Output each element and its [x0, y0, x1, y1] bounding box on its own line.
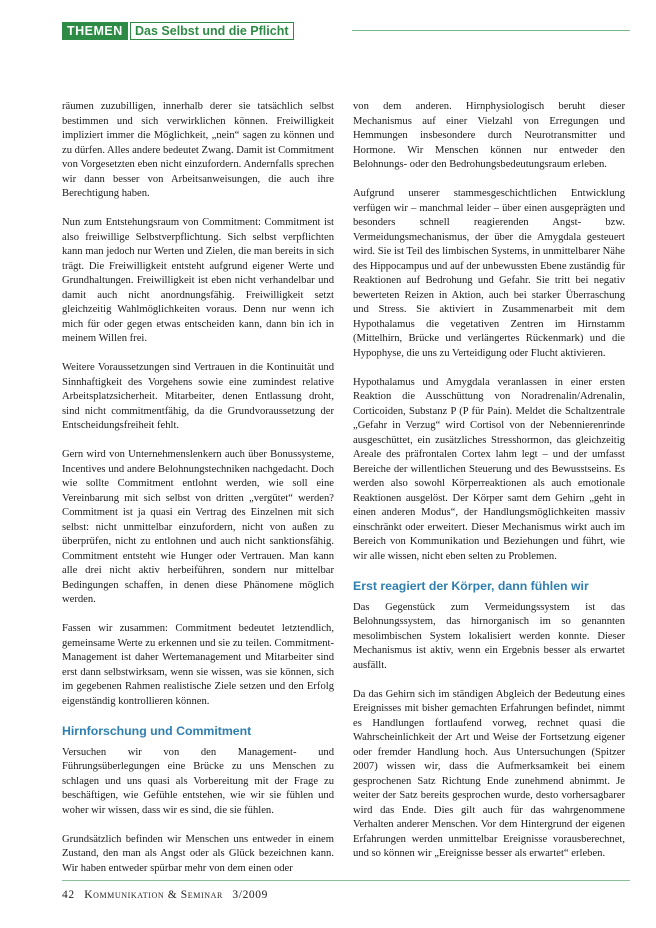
publication-name: Kommunikation & Seminar — [84, 889, 223, 901]
right-column — [353, 100, 625, 876]
section-heading: Erst reagiert der Körper, dann fühlen wir — [353, 578, 589, 593]
paragraph: Grundsätzlich befinden wir Menschen uns entweder in einem Zustand, den man als Angst oder als Glück bezeichnen kann. Wir haben entweder spürbar mehr von dem einen oder — [62, 833, 334, 874]
page-number: 42 — [62, 889, 75, 901]
paragraph: Nun zum Entstehungsraum von Commitment: Commitment ist also freiwillige Selbstverpflichtung. Sich selbst verpflichten kann man jedoch nur Werten und Zielen, die man bereits in sich trägt. Die Freiwilligkeit entsteht aufgrund eigener Werte und Grundhaltungen. Freiwilligkeit ist eben nicht verhandelbar und damit auch nicht anordnungsfähig. Freiwilligkeit setzt gleichzeitig Wahlmöglichkeiten voraus. Denn nur wenn ich mich für oder gegen etwas entscheiden kann, dann bin ich in meinem Willen frei. — [62, 217, 334, 344]
footer-rule — [62, 880, 630, 881]
paragraph: von dem anderen. Hirnphysiologisch beruht dieser Mechanismus auf einer Vielzahl von Erregungen und Hemmungen insbesondere durch Neurotransmitter und Hormone. Wir Menschen können nur entweder den Belohnungs- oder den Bedrohungsbedeutungsraum erleben. — [353, 101, 625, 170]
issue-number: 3/2009 — [232, 889, 268, 901]
section-tag: THEMEN — [62, 22, 128, 40]
page-header — [62, 22, 630, 40]
article-title: Das Selbst und die Pflicht — [130, 22, 294, 40]
header-rule — [352, 30, 630, 31]
paragraph: Weitere Voraussetzungen sind Vertrauen in die Kontinuität und Sinnhaftigkeit des Vorgehens sowie eine zumindest relative Arbeitsplatzsicherheit. Mitarbeiter, denen Entlassung droht, sind nicht commitmentfähig, da die Grundvoraussetzung der Entscheidungsfreiheit fehlt. — [62, 362, 334, 431]
paragraph: Aufgrund unserer stammesgeschichtlichen Entwicklung verfügen wir – manchmal leider – über einen ausgeprägten und besonders schnell reagierenden Angst- bzw. Vermeidungsmechanismus, der über die Amygdala gesteuert wird. Sie ist Teil des limbischen Systems, in unmittelbarer Nähe des Hippocampus und auf der unbewussten Ebene zuständig für Reaktionen auf Bedrohung und Gefahr. Sie tritt bei negativ bewerteten Reizen in Aktion, auch bei starker Überraschung und Stress. Sie aktiviert in Zusammenarbeit mit dem Hypothalamus die vegetativen Zentren im Hirnstamm (Mittelhirn, Brücke und verlängertes Rückenmark) und die Hypophyse, die uns zu Verteidigung oder Flucht aktivieren. — [353, 188, 625, 359]
paragraph: Das Gegenstück zum Vermeidungssystem ist das Belohnungssystem, das hirnorganisch im so genannten mesolimbischen System lokalisiert werden konnte. Dieser Mechanismus ist aktiv, wenn ein Ergebnis besser als erwartet ausfällt. — [353, 601, 625, 671]
paragraph: Hypothalamus und Amygdala veranlassen in einer ersten Reaktion die Ausschüttung von Noradrenalin/Adrenalin, Corticoiden, Substanz P (P für Pain). Meldet die Schaltzentrale „Gefahr in Verzug“ wird Cortisol von der Nebennierenrinde ausgeschüttet, ein zusätzliches Stresshormon, das gleichzeitig Areale des präfrontalen Cortex lahm legt – und der umfasst Bereiche der willentlichen Steuerung und des Bewusstseins. Es werden also sowohl Körperreaktionen als auch emotionale Reaktionen ausgelöst. Der Körper samt dem Gehirn „geht in einen anderen Modus“, der Handlungsmöglichkeiten massiv einschränkt oder erweitert. Dieser Mechanismus wirkt auch im Bereich von Kommunikation und Beziehungen und führt, wie wir alle wissen, nicht eben selten zu Problemen. — [353, 376, 625, 562]
section-heading: Hirnforschung und Commitment — [62, 723, 252, 738]
paragraph: räumen zuzubilligen, innerhalb derer sie tatsächlich selbst bestimmen und sich verwirklichen können. Freiwilligkeit impliziert immer die Möglichkeit, „nein“ sagen zu können und zu dürfen. Alles andere bedeutet Zwang. Damit ist Commitment von Vorgesetzten eben nicht einzufordern. Andernfalls sprechen wir dann besser von Arbeitsanweisungen, die auch ihre Berechtigung haben. — [62, 101, 334, 199]
paragraph: Versuchen wir von den Management- und Führungsüberlegungen eine Brücke zu uns Menschen zu schlagen und uns quasi als Vorbereitung mit der Frage zu beschäftigen, wie Gefühle entstehen, wie wir sie fühlen und woher wir wissen, dass wir es sind, die sie fühlen. — [62, 746, 334, 816]
paragraph: Da das Gehirn sich im ständigen Abgleich der Bedeutung eines Ereignisses mit bisher gemachten Erfahrungen befindet, nimmt es Handlungen fortlaufend vorweg, rechnet quasi die Wahrscheinlichkeit der Art und Weise der Fortsetzung eigener oder fremder Handlung hoch. Aus Untersuchungen (Spitzer 2007) wissen wir, dass die Aufmerksamkeit bei einem gesprochenen Satz Richtung Ende zunehmend abnimmt. Je weiter der Satz bereits gesprochen wurde, desto vorhersagbarer wird das Ende. Dies gilt auch für das wahrgenommene Verhalten anderer Menschen. Vor dem Hintergrund der eigenen Erfahrungen werden unmittelbar Ereignisse vorausberechnet, und so können wir „Ereignisse besser als erwartet“ erleben. — [353, 688, 625, 859]
paragraph: Gern wird von Unternehmenslenkern auch über Bonussysteme, Incentives und andere Belohnungstechniken nachgedacht. Doch wie sollte Commitment entlohnt werden, wie soll eine Vereinbarung mit sich selbst von dritten „vergütet“ werden? Commitment ist ja quasi ein Vertrag des Einzelnen mit sich selbst: nicht unmittelbar einzufordern, nicht von außen zu überprüfen, nicht zu entlohnen und auch nicht sanktionsfähig. Commitment entsteht wie Hunger oder Vertrauen. Man kann alle drei nicht aktiv herbeiführen, sondern nur mittelbar Bedingungen schaffen, in denen diese Phänomene möglich werden. — [62, 449, 334, 605]
left-column — [62, 100, 334, 891]
paragraph: Fassen wir zusammen: Commitment bedeutet letztendlich, gemeinsame Werte zu erkennen und sie zu teilen. Commitment-Management ist daher Wertemanagement und Mitarbeiter sind erst dann selbstwirksam, wenn sie wissen, was sie können, sich im gegebenen Rahmen realistische Ziele setzen und den Erfolg eigenständig kontrollieren können. — [62, 623, 334, 707]
page-footer — [62, 889, 274, 901]
